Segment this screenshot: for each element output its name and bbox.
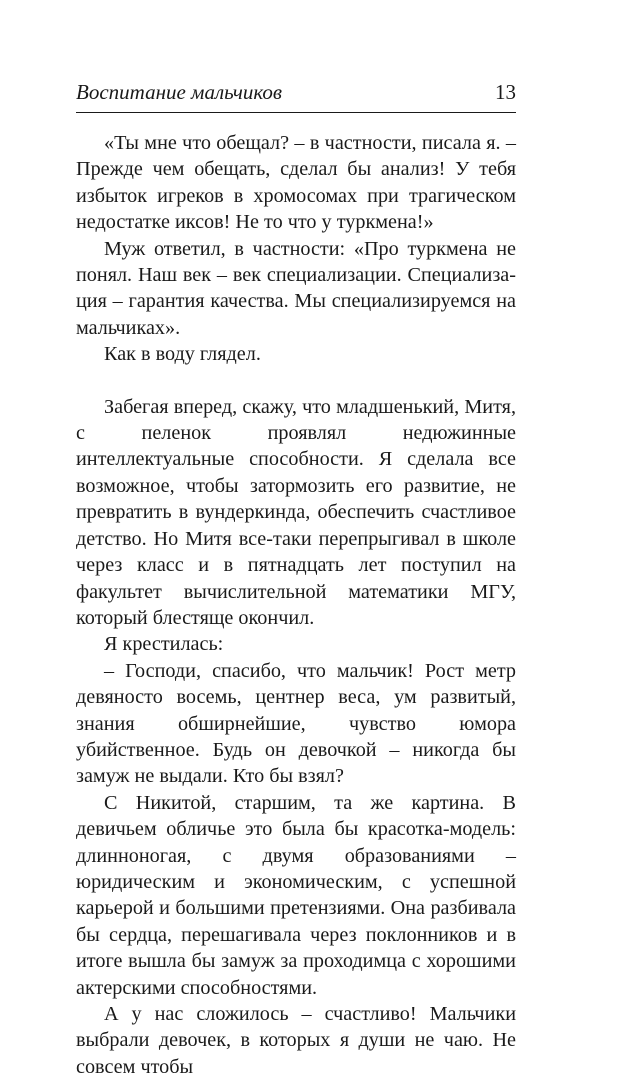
paragraph: «Ты мне что обещал? – в частности, писала я. – Прежде чем обещать, сделал бы анализ! У тебя избыток игреков в хромосомах при трагическом недостатке иксов! Не то что у туркмена!» <box>76 132 516 234</box>
paragraph: – Господи, спасибо, что мальчик! Рост метр девяносто восемь, центнер веса, ум развитый, знания обширнейшие, чувство юмора убийственное. Будь он девочкой – никогда бы замуж не выдали. Кто бы взял? <box>76 659 516 788</box>
running-title: Воспитание мальчиков <box>76 80 283 104</box>
book-page <box>76 80 516 1080</box>
paragraph: С Никитой, старшим, та же картина. В девичьем обличье это была бы красотка-модель: длинноногая, с двумя образованиями – юридическим и экономическим, с успешной карьерой и большими претензиями. Она разбивала бы сердца, перешагивала через поклонников и в итоге вышла бы замуж за проходимца с хорошими актерскими способностями. <box>76 791 516 999</box>
body-text <box>76 130 516 1080</box>
paragraph: Муж ответил, в частности: «Про туркмена не понял. Наш век – век специализации. Специализация – гарантия качества. Мы специализируемся на мальчиках». <box>76 237 516 339</box>
paragraph: А у нас сложилось – счастливо! Мальчики выбрали девочек, в которых я души не чаю. Не совсем чтобы <box>76 1003 516 1078</box>
paragraph: Забегая вперед, скажу, что младшенький, Митя, с пеленок проявлял недюжинные интеллектуальные способности. Я сделала все возможное, чтобы затормозить его развитие, не превратить в вундеркинда, обеспечить счастливое детство. Но Митя все-таки перепрыгивал в школе через класс и в пятнадцать лет поступил на факультет вычислительной математики МГУ, который блестяще окончил. <box>76 395 516 629</box>
running-header <box>76 80 516 113</box>
paragraph: Я крестилась: <box>104 633 224 656</box>
paragraph: Как в воду глядел. <box>104 343 261 366</box>
page-number: 13 <box>495 80 516 104</box>
section-break <box>76 368 516 394</box>
